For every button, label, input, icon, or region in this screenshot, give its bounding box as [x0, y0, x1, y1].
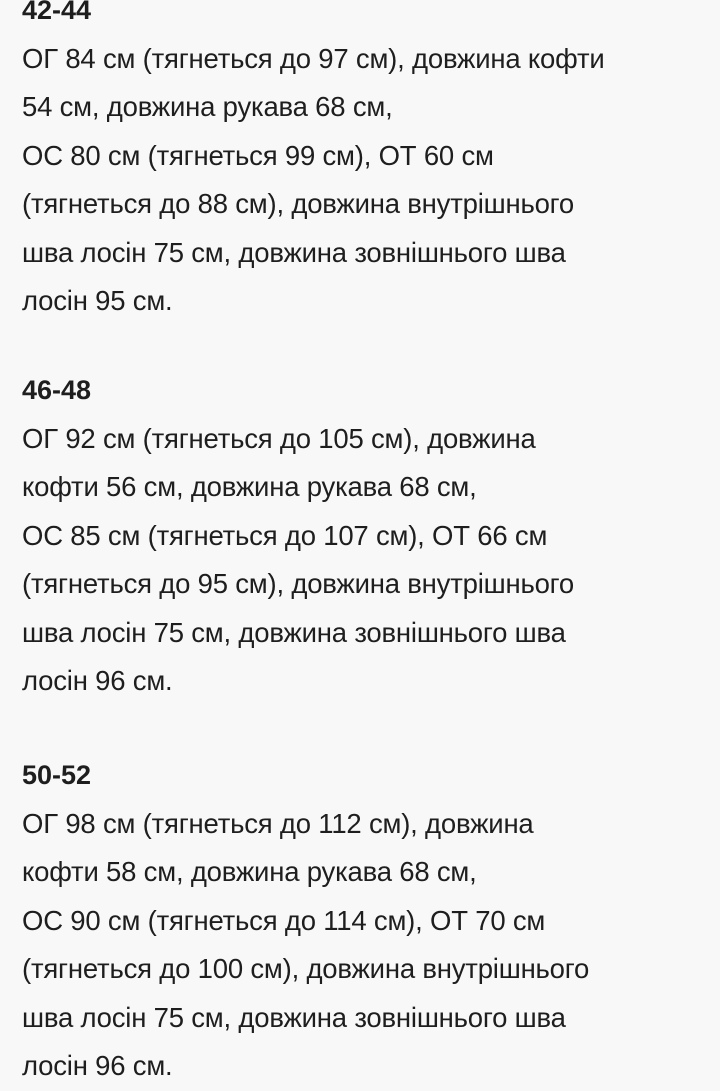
measurement-line: лосін 96 см.	[22, 1050, 173, 1081]
measurement-line: 54 см, довжина рукава 68 см,	[22, 91, 393, 122]
measurement-line: ОС 85 см (тягнеться до 107 см), ОТ 66 см	[22, 519, 548, 551]
size-heading: 50-52	[22, 760, 92, 790]
measurement-line: ОГ 92 см (тягнеться до 105 см), довжина	[22, 422, 536, 454]
measurement-line: ОГ 98 см (тягнеться до 112 см), довжина	[22, 807, 534, 839]
measurement-line: ОС 90 см (тягнеться до 114 см), ОТ 70 см	[22, 904, 546, 936]
measurement-line: шва лосін 75 см, довжина зовнішнього шва	[22, 1001, 566, 1033]
measurement-line: шва лосін 75 см, довжина зовнішнього шва	[22, 616, 566, 648]
size-section-46-48	[22, 366, 574, 706]
measurement-line: кофти 56 см, довжина рукава 68 см,	[22, 471, 477, 502]
measurement-line: (тягнеться до 95 см), довжина внутрішнього	[22, 568, 575, 599]
measurement-line: (тягнеться до 100 см), довжина внутрішнього	[22, 953, 590, 984]
size-heading: 42-44	[22, 0, 92, 25]
measurement-line: ОС 80 см (тягнеться 99 см), ОТ 60 см	[22, 139, 494, 171]
size-heading: 46-48	[22, 375, 92, 405]
measurement-line: лосін 96 см.	[22, 665, 173, 696]
measurement-line: кофти 58 см, довжина рукава 68 см,	[22, 856, 477, 887]
size-section-42-44	[22, 0, 605, 326]
measurement-line: (тягнеться до 88 см), довжина внутрішнього	[22, 188, 575, 219]
measurement-line: шва лосін 75 см, довжина зовнішнього шва	[22, 236, 566, 268]
measurement-line: лосін 95 см.	[22, 285, 173, 316]
size-section-50-52	[22, 751, 589, 1091]
measurement-line: ОГ 84 см (тягнеться до 97 см), довжина кофти	[22, 42, 605, 74]
